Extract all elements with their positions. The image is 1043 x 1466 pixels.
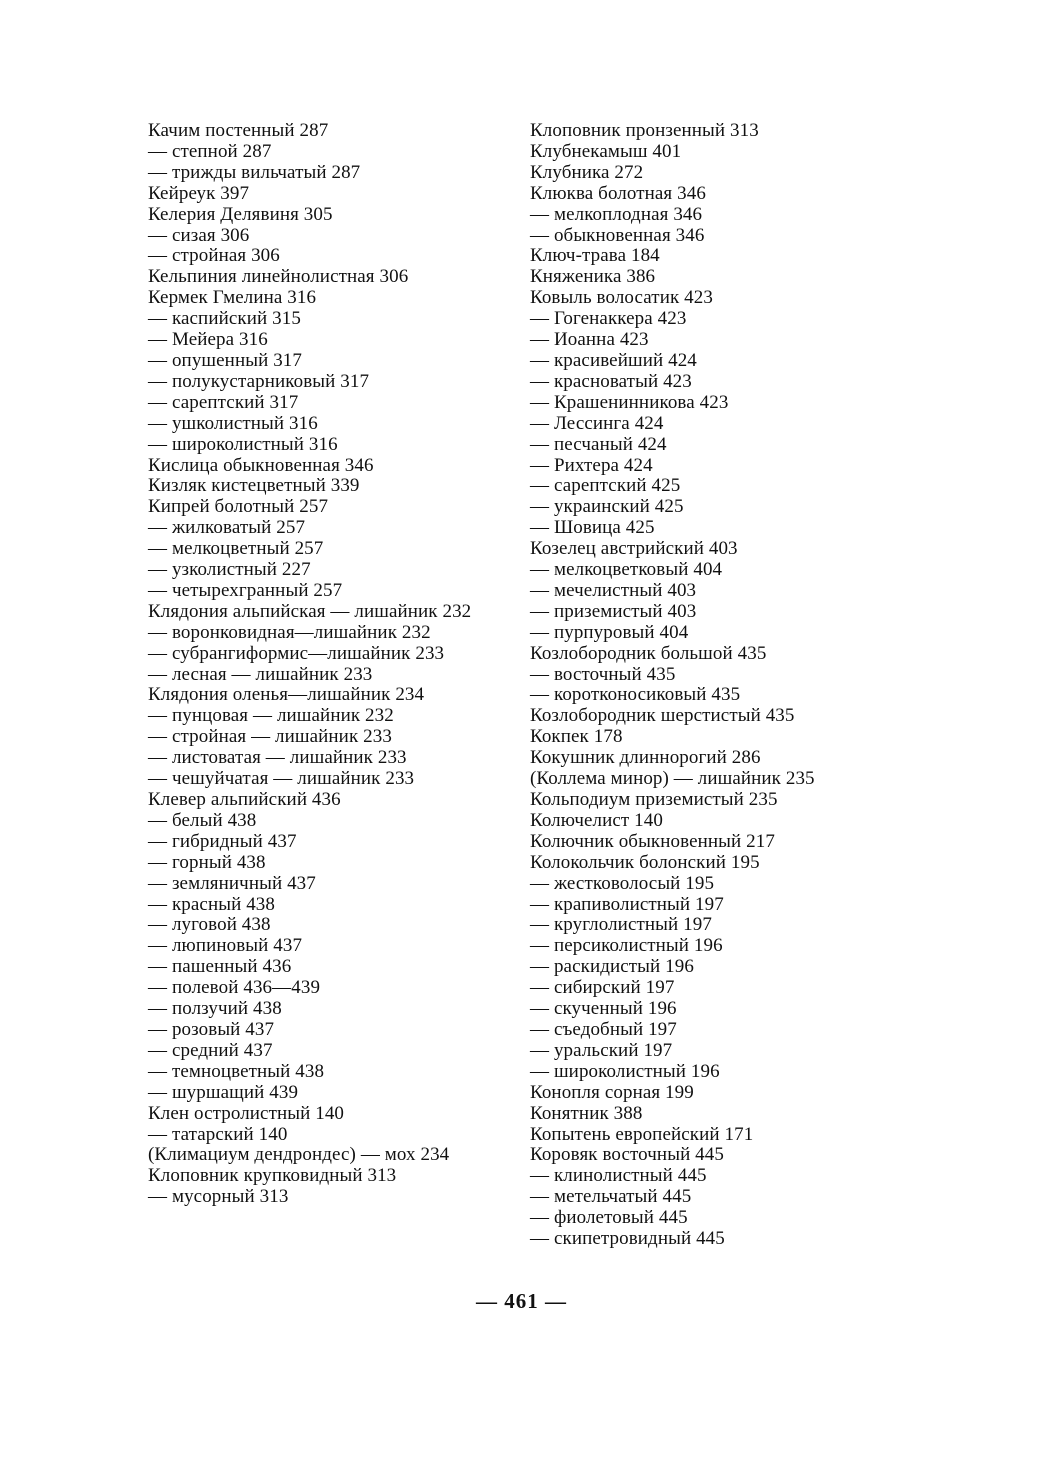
index-entry: Колокольчик болонский 195 [530, 851, 760, 873]
index-entry: Клядония альпийская — лишайник 232 [148, 600, 472, 622]
index-entry: — коротконосиковый 435 [530, 684, 741, 706]
index-entry: — сибирский 197 [530, 977, 675, 999]
index-entry: — сарептский 317 [148, 391, 299, 413]
index-entry: Кольподиум приземистый 235 [530, 789, 778, 810]
index-entry: (Коллема минор) — лишайник 235 [530, 768, 815, 790]
index-entry: — круглолистный 197 [530, 914, 712, 936]
index-entry: — чешуйчатая — лишайник 233 [148, 768, 415, 790]
index-entry: — пашенный 436 [148, 956, 292, 978]
index-entry: — горный 438 [148, 851, 266, 873]
index-entry: — песчаный 424 [530, 433, 667, 455]
index-entry: — каспийский 315 [148, 308, 301, 330]
index-entry: — жилковатый 257 [148, 517, 306, 539]
index-entry: Клевер альпийский 436 [148, 789, 341, 810]
index-entry: Козелец австрийский 403 [530, 538, 738, 560]
index-entry: — уральский 197 [530, 1039, 673, 1061]
index-entry: — красноватый 423 [530, 370, 692, 392]
index-entry: Кипрей болотный 257 [148, 496, 329, 518]
index-entry: Кермек Гмелина 316 [148, 287, 317, 309]
index-entry: — сарептский 425 [530, 475, 681, 497]
index-entry: — скученный 196 [530, 998, 677, 1020]
index-entry: Козлобородник большой 435 [530, 642, 767, 664]
index-entry: Кислица обыкновенная 346 [148, 454, 374, 476]
index-entry: — ползучий 438 [148, 998, 282, 1020]
index-entry: — розовый 437 [148, 1018, 275, 1040]
index-entry: — белый 438 [148, 809, 257, 831]
index-entry: Козлобородник шерстистый 435 [530, 705, 795, 727]
index-entry: — степной 287 [148, 140, 272, 162]
index-entry: — мелкоплодная 346 [530, 203, 703, 225]
index-entry: — лесная — лишайник 233 [148, 663, 373, 685]
index-entry: — субрангиформис—лишайник 233 [148, 642, 445, 664]
index-entry: — стройная — лишайник 233 [148, 726, 392, 748]
index-entry: — четырехгранный 257 [148, 579, 343, 601]
index-entry: — воронковидная—лишайник 232 [148, 621, 431, 643]
index-entry: — полевой 436—439 [148, 977, 321, 999]
index-entry: — темноцветный 438 [148, 1060, 325, 1082]
index-entry: Копытень европейский 171 [530, 1123, 754, 1145]
index-entry: — широколистный 316 [148, 433, 338, 455]
index-entry: Клоповник пронзенный 313 [530, 120, 759, 141]
index-entry: Клен остролистный 140 [148, 1102, 345, 1124]
index-entry: Конятник 388 [530, 1102, 643, 1124]
page-number: — 461 — [476, 1289, 567, 1313]
index-entry: — Иоанна 423 [530, 329, 649, 351]
index-entry: — шуршащий 439 [148, 1081, 299, 1103]
index-entry: — опушенный 317 [148, 349, 303, 371]
index-entry: Коровяк восточный 445 [530, 1144, 724, 1166]
index-entry: (Климациум дендрондес) — мох 234 [148, 1144, 450, 1166]
index-entry: — люпиновый 437 [148, 935, 303, 957]
index-entry: — клинолистный 445 [530, 1165, 707, 1187]
index-entry: — Крашенинникова 423 [530, 391, 729, 413]
index-entry: — сизая 306 [148, 224, 250, 246]
index-entry: — стройная 306 [148, 245, 280, 267]
index-entry: — татарский 140 [148, 1123, 288, 1145]
index-entry: — широколистный 196 [530, 1060, 720, 1082]
index-entry: — луговой 438 [148, 914, 271, 936]
index-entry: Клоповник крупковидный 313 [148, 1165, 397, 1187]
index-entry: Колючелист 140 [530, 809, 663, 831]
index-entry: Качим постенный 287 [148, 120, 329, 141]
index-entry: Ключ-трава 184 [530, 245, 660, 267]
index-entry: — красивейший 424 [530, 349, 697, 371]
index-entry: — земляничный 437 [148, 872, 316, 894]
index-entry: Клубника 272 [530, 161, 644, 183]
index-entry: — украинский 425 [530, 496, 684, 518]
index-entry: — гибридный 437 [148, 830, 297, 852]
index-entry: — полукустарниковый 317 [148, 370, 370, 392]
index-entry: Келерия Делявиня 305 [148, 203, 333, 225]
index-entry: Колючник обыкновенный 217 [530, 830, 775, 852]
index-entry: — приземистый 403 [530, 600, 697, 622]
index-left-column [148, 121, 508, 1208]
index-entry: — Мейера 316 [148, 329, 268, 351]
index-entry: — Рихтера 424 [530, 454, 653, 476]
index-entry: — ушколистный 316 [148, 412, 318, 434]
index-entry: — средний 437 [148, 1039, 273, 1061]
index-entry: — пунцовая — лишайник 232 [148, 705, 394, 727]
index-entry: — трижды вильчатый 287 [148, 161, 361, 183]
index-entry: — красный 438 [148, 893, 275, 915]
index-entry: Княженика 386 [530, 266, 656, 288]
index-entry: Кокпек 178 [530, 726, 623, 748]
index-entry: — мусорный 313 [148, 1186, 289, 1208]
index-entry: Кельпиния линейнолистная 306 [148, 266, 409, 288]
index-entry: Конопля сорная 199 [530, 1081, 694, 1103]
index-entry: Кейреук 397 [148, 182, 250, 204]
index-entry: — скипетровидный 445 [530, 1228, 725, 1250]
index-entry: — крапиволистный 197 [530, 893, 724, 915]
index-entry: — узколистный 227 [148, 559, 311, 581]
index-entry: — мелкоцветный 257 [148, 538, 324, 560]
index-entry: — мечелистный 403 [530, 579, 697, 601]
index-entry: Клядония оленья—лишайник 234 [148, 684, 425, 706]
index-entry: Кокушник длиннорогий 286 [530, 747, 761, 769]
index-entry: Клубнекамыш 401 [530, 140, 682, 162]
index-entry: — фиолетовый 445 [530, 1207, 688, 1229]
index-entry: — обыкновенная 346 [530, 224, 705, 246]
index-entry: — Гогенаккера 423 [530, 308, 687, 330]
index-right-column [530, 121, 890, 1250]
index-entry: — персиколистный 196 [530, 935, 723, 957]
index-entry: — восточный 435 [530, 663, 676, 685]
index-entry: — жестковолосый 195 [530, 872, 715, 894]
index-entry: — метельчатый 445 [530, 1186, 692, 1208]
index-entry: — раскидистый 196 [530, 956, 694, 978]
index-entry: Кизляк кистецветный 339 [148, 475, 360, 497]
index-entry: — съедобный 197 [530, 1018, 677, 1040]
index-entry: — пурпуровый 404 [530, 621, 689, 643]
index-entry: — мелкоцветковый 404 [530, 559, 723, 581]
index-entry: — Лессинга 424 [530, 412, 664, 434]
index-entry: Клюква болотная 346 [530, 182, 706, 204]
index-entry: — Шовица 425 [530, 517, 655, 539]
index-entry: Ковыль волосатик 423 [530, 287, 713, 309]
index-entry: — листоватая — лишайник 233 [148, 747, 407, 769]
